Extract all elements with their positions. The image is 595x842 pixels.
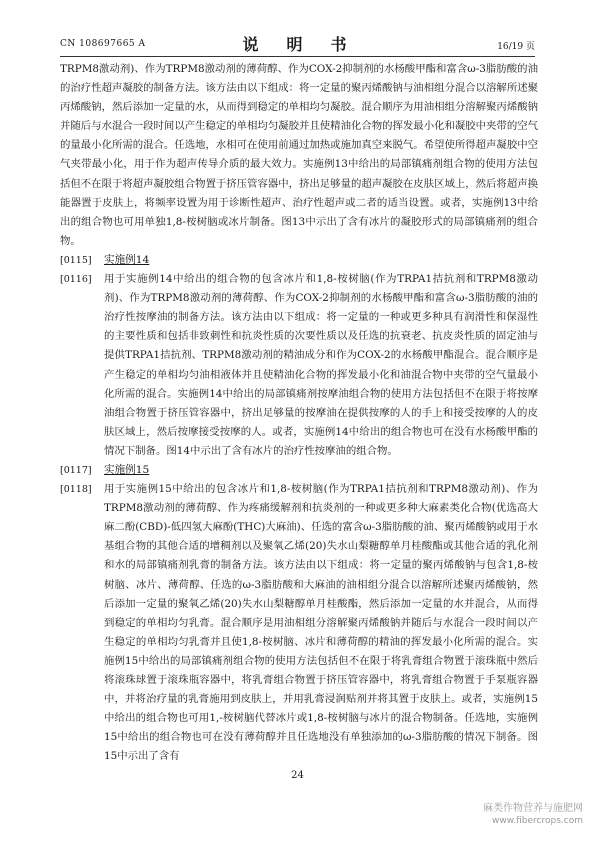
page-header [60, 30, 535, 54]
paragraph-number: [0116] [60, 274, 92, 286]
paragraph-number: [0115] [60, 254, 92, 266]
document-title: 说 明 书 [242, 35, 353, 54]
patent-number: CN 108697665 A [60, 39, 146, 49]
watermark-title: 麻类作物营养与施肥网 [483, 803, 583, 814]
section-heading: 实施例15 [104, 463, 150, 476]
watermark [483, 802, 583, 828]
page-reference: 16/19 页 [497, 42, 535, 52]
section-0117 [60, 461, 538, 480]
section-0115 [60, 251, 538, 270]
watermark-url: www.fibercrops.com [492, 816, 583, 826]
paragraph-text: 用于实施例14中给出的组合物的包含冰片和1,8-桉树脑(作为TRPA1拮抗剂和TRPM8激动剂)、作为TRPM8激动剂的薄荷醇、作为COX-2抑制剂的水杨酸甲酯和富含ω-3脂肪酸的油的治疗性按摩油的制备方法。该方法由以下组成：将一定量的一种或更多种具有润滑性和保湿性的主要性质和包括非致刺性和抗炎性质的次要性质以及任选的抗衰老、抗皮炎性质的固定油与提供TRPA1拮抗剂、TRPM8激动剂的精油成分和作为COX-2的水杨酸甲酯混合。混合顺序是产生稳定的单相均匀油相液体并且使精油化合物的挥发最小化和油混合物中夹带的空气量最小化所需的混合。实施例14中给出的局部镇痛剂按摩油组合物的使用方法包括但不在限于将按摩油组合物置于挤压管容器中，挤出足够量的按摩油在提供按摩的人的手上和接受按摩的人的皮肤区域上，然后按摩接受按摩的人。或者，实施例14中给出的组合物也可在没有水杨酸甲酯的情况下制备。图14中示出了含有冰片的治疗性按摩油的组合物。 [104, 273, 538, 457]
paragraph-number: [0118] [60, 484, 92, 496]
section-heading: 实施例14 [104, 253, 150, 266]
paragraph-continued: TRPM8激动剂)、作为TRPM8激动剂的薄荷醇、作为COX-2抑制剂的水杨酸甲酯和富含ω-3脂肪酸的油的治疗性超声凝胶的制备方法。该方法由以下组成：将一定量的聚丙烯酸钠与油相组分混合以溶解所述聚丙烯酸钠，然后添加一定量的水，从而得到稳定的单相均匀凝胶。混合顺序为用油相组分溶解聚丙烯酸钠并随后与水混合一段时间以产生稳定的单相均匀凝胶并且使精油化合物的挥发最小化和凝胶中夹带的空气的量最小化所需的混合。任选地，水相可在使用前通过加热或施加真空来脱气。希望使所得超声凝胶中空气夹带最小化，用于作为超声传导介质的最大效力。实施例13中给出的局部镇痛剂组合物的使用方法包括但不在限于将超声凝胶组合物置于挤压管容器中，挤出足够量的超声凝胶在皮肤区域上，然后将超声换能器置于皮肤上，将频率设置为用于诊断性超声、治疗性超声或二者的适当设置。或者，实施例13中给出的组合物也可用单独1,8-桉树脑或冰片制备。图13中示出了含有冰片的凝胶形式的局部镇痛剂的组合物。 [60, 63, 538, 247]
paragraph-0118 [60, 480, 538, 766]
paragraph-text: 用于实施例15中给出的包含冰片和1,8-桉树脑(作为TRPA1拮抗剂和TRPM8激动剂)、作为TRPM8激动剂的薄荷醇、作为疼痛缓解剂和抗炎剂的一种或更多种大麻素类化合物(优选高大麻二酚(CBD)-低四氢大麻酚(THC)大麻油)、任选的富含ω-3脂肪酸的油、聚丙烯酸钠或用于水基组合物的其他合适的增稠剂以及聚氧乙烯(20)失水山梨糖醇单月桂酸酯或其他合适的乳化剂和水的局部镇痛剂乳膏的制备方法。该方法由以下组成：将一定量的聚丙烯酸钠与包含1,8-桉树脑、冰片、薄荷醇、任选的ω-3脂肪酸和大麻油的油相组分混合以溶解所述聚丙烯酸钠，然后添加一定量的聚氧乙烯(20)失水山梨糖醇单月桂酸酯，然后添加一定量的水并混合，从而得到稳定的单相均匀乳膏。混合顺序是用油相组分溶解聚丙烯酸钠并随后与水混合一段时间以产生稳定的单相均匀乳膏并且使1,8-桉树脑、冰片和薄荷醇的精油的挥发最小化所需的混合。实施例15中给出的局部镇痛剂组合物的使用方法包括但不在限于将乳膏组合物置于滚珠瓶中然后将滚珠球置于滚珠瓶容器中，将乳膏组合物置于挤压管容器中，将乳膏组合物置于手泵瓶容器中，并将治疗量的乳膏施用到皮肤上，并用乳膏浸润贴剂并将其置于皮肤上。或者，实施例15中给出的组合物也可用1,-桉树脑代替冰片或1,8-桉树脑与冰片的混合物制备。任选地，实施例15中给出的组合物也可在没有薄荷醇并且任选地没有单独添加的ω-3脂肪酸的情况下制备。图15中示出了含有 [104, 483, 538, 763]
document-body [60, 60, 538, 766]
header-rule [60, 56, 535, 57]
paragraph-0116 [60, 270, 538, 461]
paragraph-number: [0117] [60, 464, 92, 476]
page-number: 24 [291, 770, 304, 781]
